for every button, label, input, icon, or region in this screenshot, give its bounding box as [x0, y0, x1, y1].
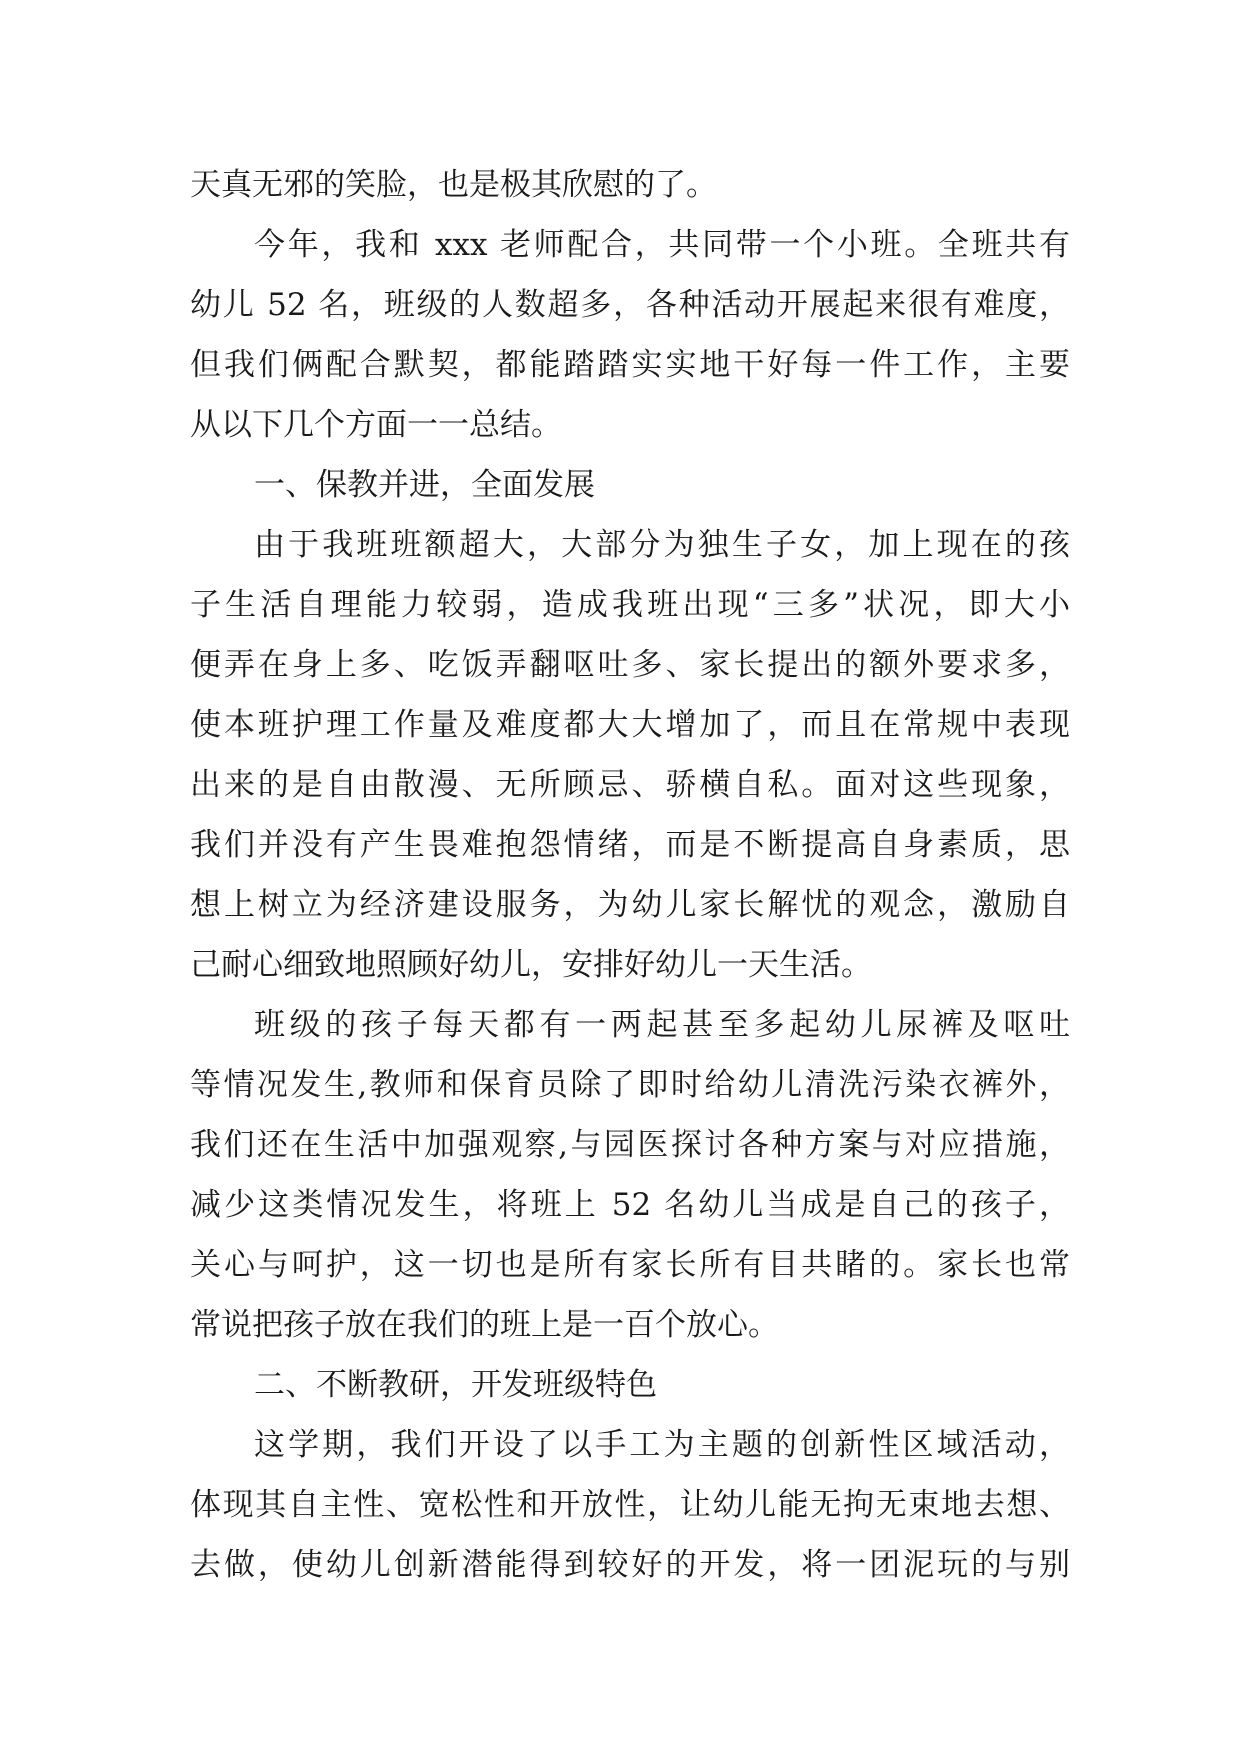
- text-line: 减少这类情况发生，将班上 52 名幼儿当成是自己的孩子，: [190, 1187, 1070, 1223]
- text-line: 从以下几个方面一一总结。: [190, 407, 562, 443]
- text-line: 体现其自主性、宽松性和开放性，让幼儿能无拘无束地去想、: [190, 1487, 1070, 1523]
- text-line: 己耐心细致地照顾好幼儿，安排好幼儿一天生活。: [190, 947, 872, 983]
- text-line: 今年，我和 xxx 老师配合，共同带一个小班。全班共有: [254, 227, 1070, 263]
- document-body: [190, 155, 1070, 1595]
- text-line: 二、不断教研，开发班级特色: [254, 1367, 657, 1403]
- text-line: 去做，使幼儿创新潜能得到较好的开发，将一团泥玩的与别: [190, 1547, 1070, 1583]
- text-line: 我们还在生活中加强观察,与园医探讨各种方案与对应措施，: [190, 1127, 1070, 1163]
- text-line: 班级的孩子每天都有一两起甚至多起幼儿尿裤及呕吐: [254, 1007, 1070, 1043]
- text-line: 由于我班班额超大，大部分为独生子女，加上现在的孩: [254, 527, 1070, 563]
- text-line: 一、保教并进，全面发展: [254, 467, 595, 503]
- text-line: 等情况发生,教师和保育员除了即时给幼儿清洗污染衣裤外，: [190, 1067, 1070, 1103]
- text-line: 出来的是自由散漫、无所顾忌、骄横自私。面对这些现象，: [190, 767, 1070, 803]
- text-line: 便弄在身上多、吃饭弄翻呕吐多、家长提出的额外要求多，: [190, 647, 1070, 683]
- text-line: 想上树立为经济建设服务，为幼儿家长解忧的观念，激励自: [190, 887, 1070, 923]
- text-line: 但我们俩配合默契，都能踏踏实实地干好每一件工作，主要: [190, 347, 1070, 383]
- text-line: 使本班护理工作量及难度都大大增加了，而且在常规中表现: [190, 707, 1070, 743]
- text-line: 天真无邪的笑脸，也是极其欣慰的了。: [190, 167, 717, 203]
- text-line: 子生活自理能力较弱，造成我班出现“三多”状况，即大小: [190, 587, 1070, 623]
- text-line: 幼儿 52 名，班级的人数超多，各种活动开展起来很有难度，: [190, 287, 1070, 323]
- text-line: 这学期，我们开设了以手工为主题的创新性区域活动，: [254, 1427, 1070, 1463]
- text-line: 常说把孩子放在我们的班上是一百个放心。: [190, 1307, 779, 1343]
- text-line: 关心与呵护，这一切也是所有家长所有目共睹的。家长也常: [190, 1247, 1070, 1283]
- text-line: 我们并没有产生畏难抱怨情绪，而是不断提高自身素质，思: [190, 827, 1070, 863]
